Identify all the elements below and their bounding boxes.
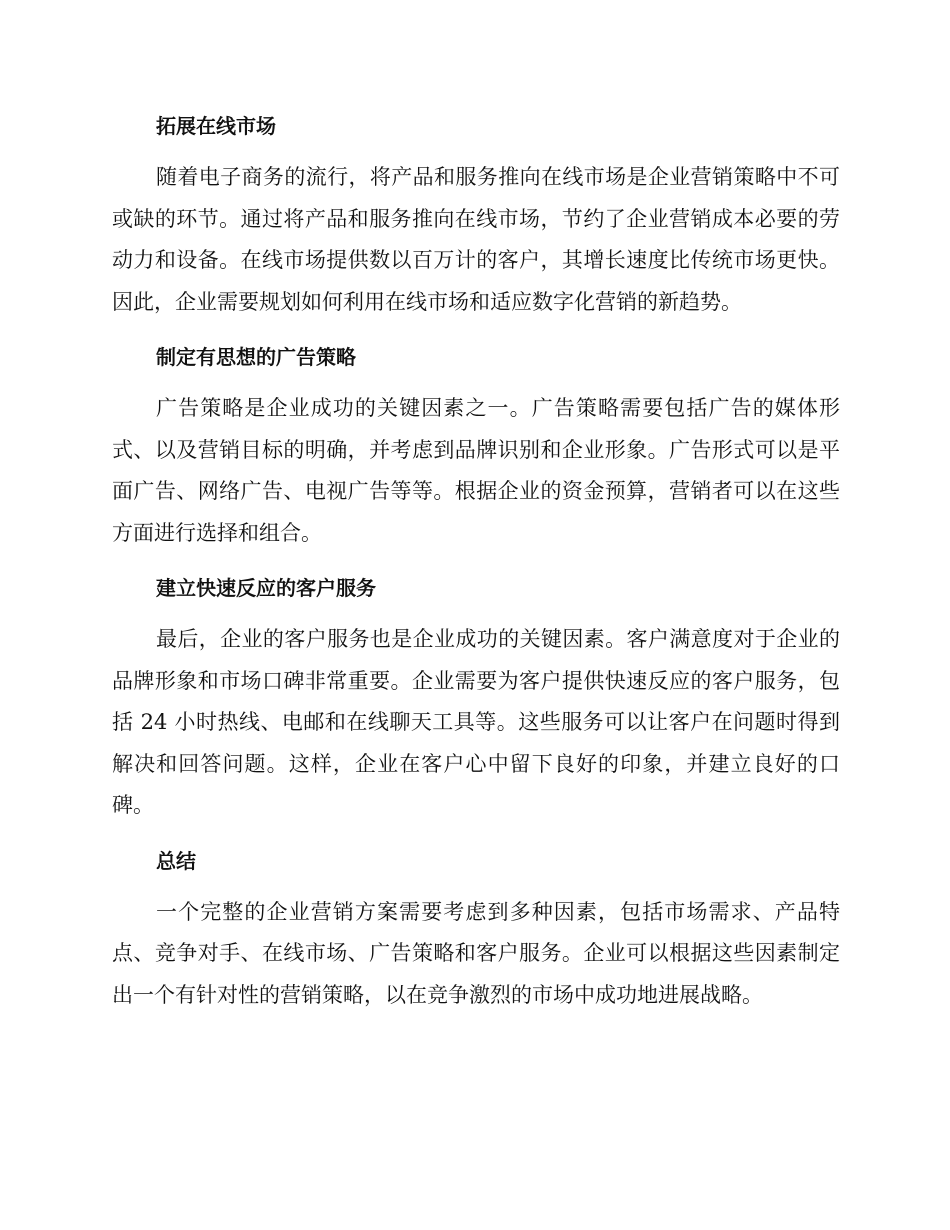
section-body-ad-strategy: 广告策略是企业成功的关键因素之一。广告策略需要包括广告的媒体形式、以及营销目标的明确，并考虑到品牌识别和企业形象。广告形式可以是平面广告、网络广告、电视广告等等。根据企业的资金预算，营销者可以在这些方面进行选择和组合。 <box>112 396 840 545</box>
section-body-online-market: 随着电子商务的流行，将产品和服务推向在线市场是企业营销策略中不可或缺的环节。通过将产品和服务推向在线市场，节约了企业营销成本必要的劳动力和设备。在线市场提供数以百万计的客户，其增长速度比传统市场更快。因此，企业需要规划如何利用在线市场和适应数字化营销的新趋势。 <box>112 165 840 314</box>
section-heading-online-market: 拓展在线市场 <box>156 114 276 138</box>
section-heading-summary: 总结 <box>156 848 196 873</box>
section-body-customer-service: 最后，企业的客户服务也是企业成功的关键因素。客户满意度对于企业的品牌形象和市场口碑非常重要。企业需要为客户提供快速反应的客户服务，包括 24 小时热线、电邮和在线聊天工具等。这些服务可以让客户在问题时得到解决和回答问题。这样，企业在客户心中留下良好的印象，并建立良好的口碑。 <box>112 627 840 817</box>
section-body-summary: 一个完整的企业营销方案需要考虑到多种因素，包括市场需求、产品特点、竞争对手、在线市场、广告策略和客户服务。企业可以根据这些因素制定出一个有针对性的营销策略，以在竞争激烈的市场中成功地进展战略。 <box>112 899 840 1007</box>
section-heading-customer-service: 建立快速反应的客户服务 <box>156 576 376 600</box>
section-heading-ad-strategy: 制定有思想的广告策略 <box>156 345 356 369</box>
document-page <box>112 106 840 1030</box>
